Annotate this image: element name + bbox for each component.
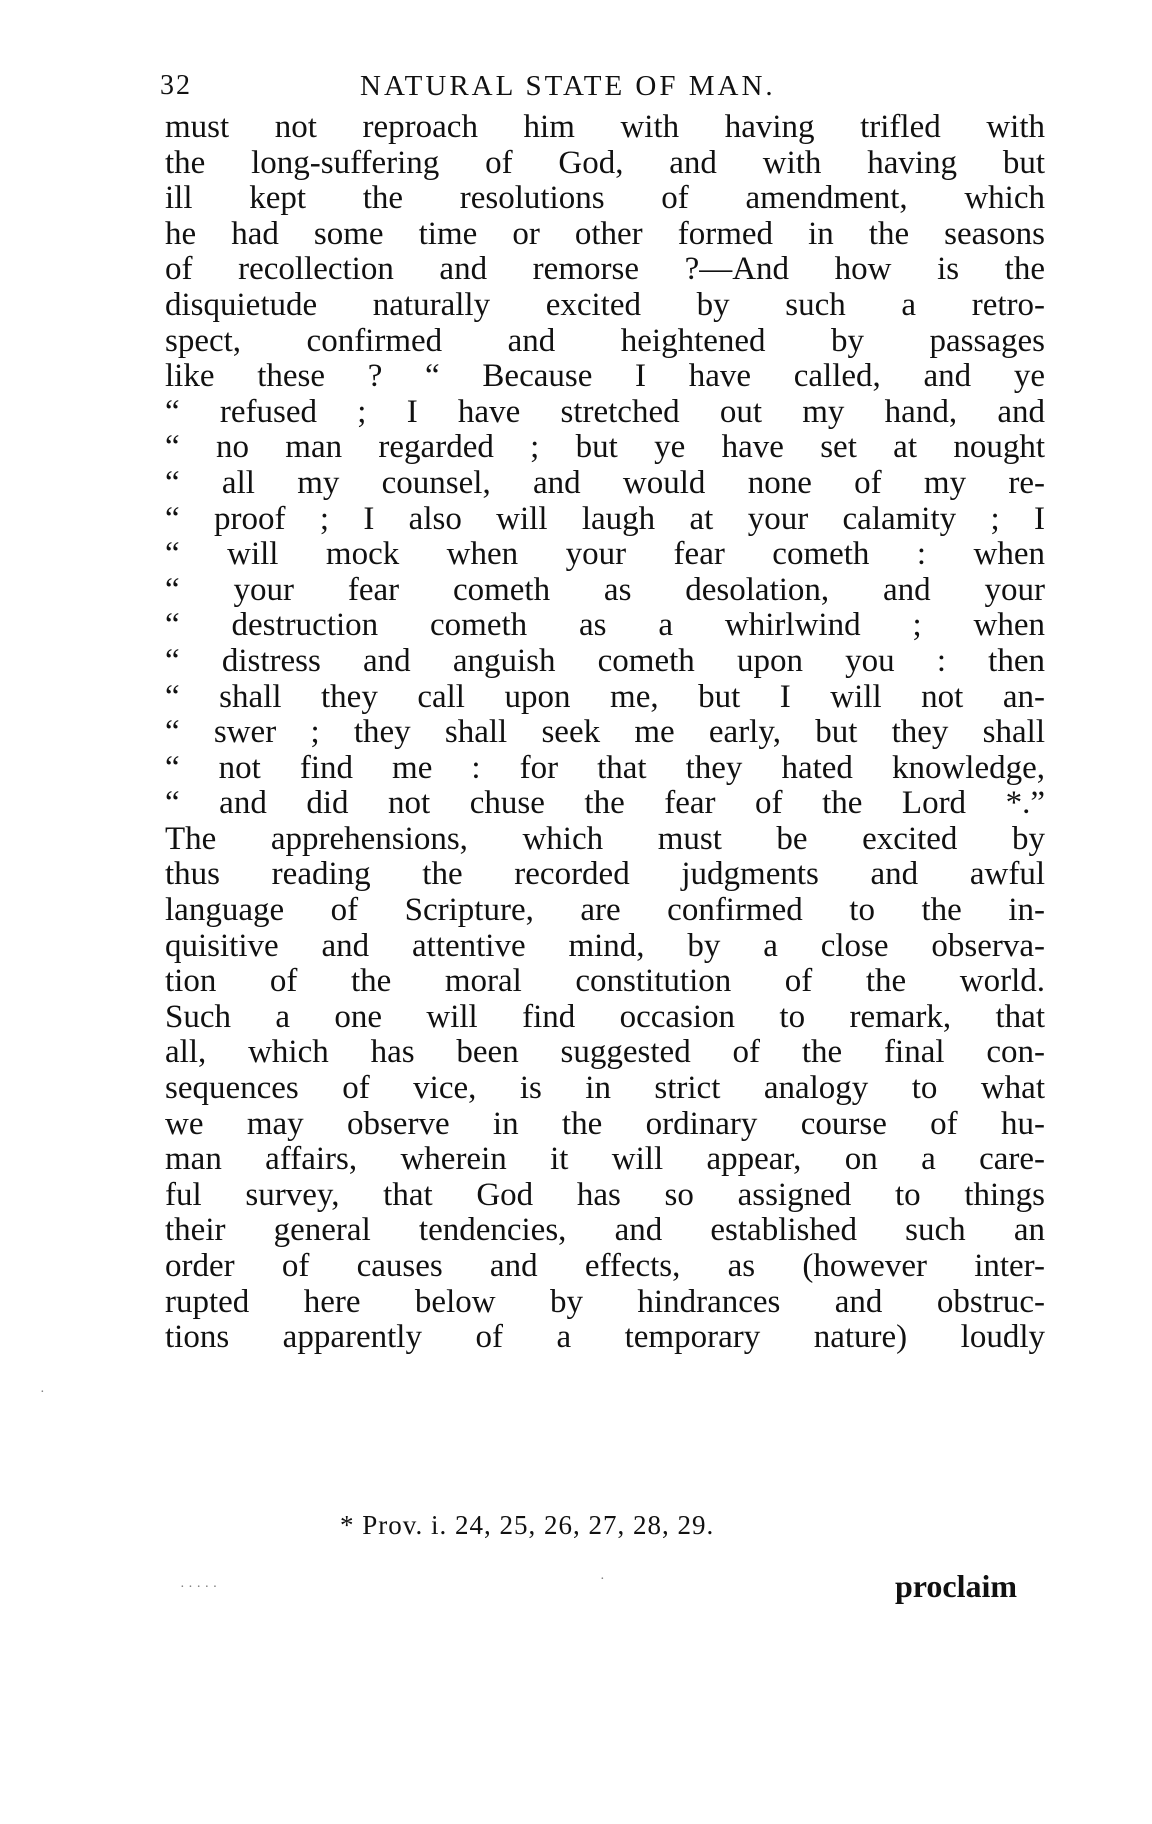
body-text — [165, 110, 1045, 1356]
text-line: language of Scripture, are confirmed to the in- — [165, 893, 1045, 929]
text-line: Such a one will find occasion to remark, that — [165, 999, 1045, 1035]
quoted-line: “ shall they call upon me, but I will not an- — [165, 679, 1045, 715]
running-title: NATURAL STATE OF MAN. — [360, 70, 776, 102]
text-line: their general tendencies, and established such an — [165, 1213, 1045, 1249]
text-line: The apprehensions, which must be excited by — [165, 821, 1045, 857]
page-header — [160, 70, 1060, 110]
quoted-line: “ destruction cometh as a whirlwind ; when — [165, 608, 1045, 644]
quoted-line: “ your fear cometh as desolation, and your — [165, 572, 1045, 608]
text-line: rupted here below by hindrances and obstruc- — [165, 1284, 1045, 1320]
text-line: spect, confirmed and heightened by passages — [165, 323, 1045, 359]
text-line: of recollection and remorse ?—And how is the — [165, 252, 1045, 288]
text-line: ill kept the resolutions of amendment, which — [165, 181, 1045, 217]
print-speck: · · · · · — [180, 1580, 218, 1595]
text-line: man affairs, wherein it will appear, on a care- — [165, 1142, 1045, 1178]
text-line: sequences of vice, is in strict analogy to what — [165, 1071, 1045, 1107]
text-line: disquietude naturally excited by such a retro- — [165, 287, 1045, 323]
print-speck: · — [600, 1572, 605, 1587]
quoted-line: “ swer ; they shall seek me early, but they shall — [165, 715, 1045, 751]
quoted-line: “ not find me : for that they hated knowledge, — [165, 750, 1045, 786]
catchword: proclaim — [895, 1568, 1018, 1604]
quoted-line: “ all my counsel, and would none of my re- — [165, 465, 1045, 501]
page-number: 32 — [160, 70, 192, 101]
text-line: tion of the moral constitution of the world. — [165, 964, 1045, 1000]
text-line: like these ? “ Because I have called, and ye — [165, 359, 1045, 395]
text-line: thus reading the recorded judgments and awful — [165, 857, 1045, 893]
text-line: all, which has been suggested of the final con- — [165, 1035, 1045, 1071]
text-line: quisitive and attentive mind, by a close observa- — [165, 928, 1045, 964]
footnote: * Prov. i. 24, 25, 26, 27, 28, 29. — [340, 1510, 715, 1540]
text-line: must not reproach him with having trifled with — [165, 110, 1045, 145]
print-speck: · — [40, 1385, 45, 1400]
quoted-line: “ no man regarded ; but ye have set at nought — [165, 430, 1045, 466]
quoted-line: “ distress and anguish cometh upon you : then — [165, 643, 1045, 679]
text-line: order of causes and effects, as (however inter- — [165, 1249, 1045, 1284]
text-line: ful survey, that God has so assigned to things — [165, 1177, 1045, 1213]
quoted-line: “ will mock when your fear cometh : when — [165, 537, 1045, 573]
text-line: the long-suffering of God, and with having but — [165, 145, 1045, 181]
text-line: tions apparently of a temporary nature) loudly — [165, 1320, 1045, 1356]
quoted-line: “ and did not chuse the fear of the Lord *.” — [165, 786, 1045, 822]
quoted-line: “ refused ; I have stretched out my hand, and — [165, 394, 1045, 430]
text-line: he had some time or other formed in the seasons — [165, 216, 1045, 252]
text-line: we may observe in the ordinary course of hu- — [165, 1106, 1045, 1142]
quoted-line: “ proof ; I also will laugh at your calamity ; I — [165, 501, 1045, 537]
